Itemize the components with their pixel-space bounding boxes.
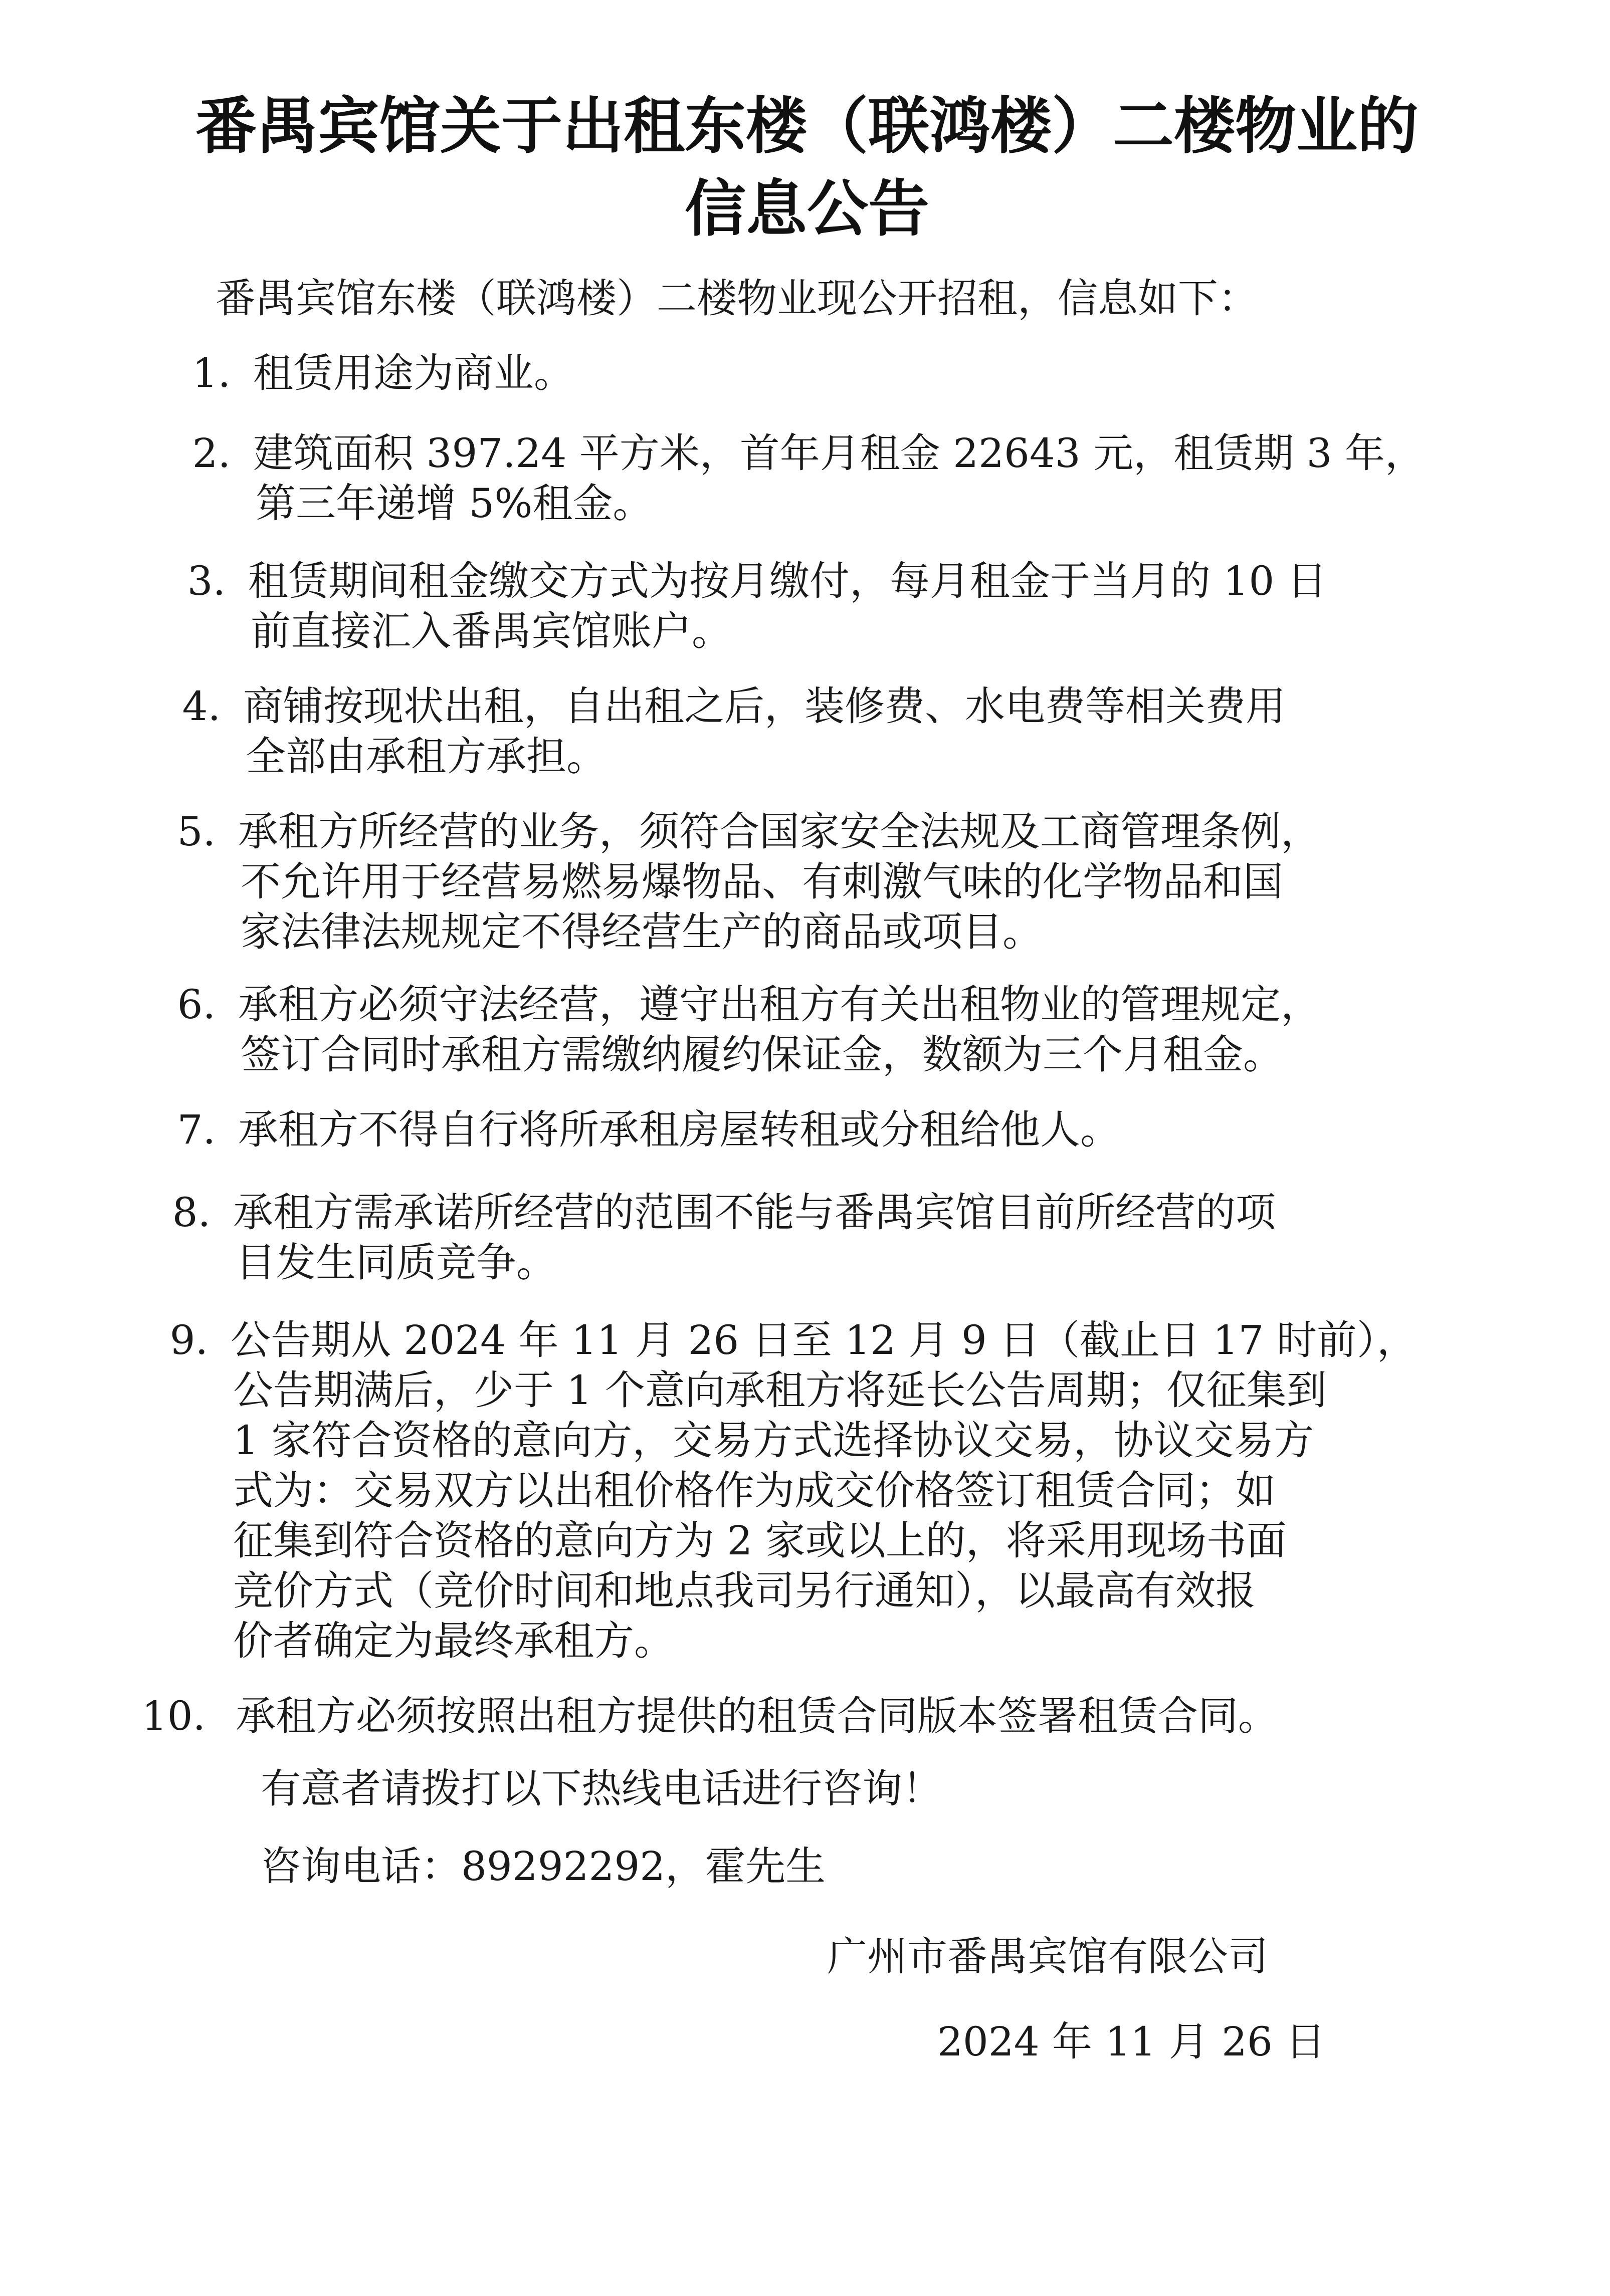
item-number: 9. <box>169 1317 208 1363</box>
item-text-line: 第三年递增 5%租金。 <box>256 480 653 527</box>
item-text-line: 竞价方式（竞价时间和地点我司另行通知），以最高有效报 <box>233 1567 1256 1614</box>
item-text-line: 租赁期间租金缴交方式为按月缴付，每月租金于当月的 10 日 <box>248 558 1327 604</box>
item-number: 2. <box>192 430 231 477</box>
item-number: 10. <box>141 1693 206 1739</box>
item-text-line: 建筑面积 397.24 平方米，首年月租金 22643 元，租赁期 3 年， <box>253 430 1425 477</box>
item-text-line: 全部由承租方承担。 <box>246 733 607 780</box>
item-text-line: 承租方不得自行将所承租房屋转租或分租给他人。 <box>238 1106 1120 1153</box>
item-text-line: 目发生同质竞争。 <box>236 1239 556 1286</box>
item-number: 8. <box>172 1189 211 1236</box>
issuer-company: 广州市番禺宾馆有限公司 <box>827 1933 1268 1980</box>
intro-paragraph: 番禺宾馆东楼（联鸿楼）二楼物业现公开招租，信息如下： <box>216 275 1258 322</box>
contact-phone: 咨询电话：89292292，霍先生 <box>261 1843 826 1890</box>
item-text-line: 租赁用途为商业。 <box>253 350 574 396</box>
item-text-line: 公告期从 2024 年 11 月 26 日至 12 月 9 日（截止日 17 时前）， <box>231 1317 1417 1363</box>
item-text-line: 签订合同时承租方需缴纳履约保证金，数额为三个月租金。 <box>241 1031 1283 1078</box>
notice-title <box>130 85 1484 251</box>
item-text-line: 承租方所经营的业务，须符合国家安全法规及工商管理条例， <box>238 808 1321 855</box>
item-number: 1. <box>192 350 231 396</box>
title-line-1: 番禺宾馆关于出租东楼（联鸿楼）二楼物业的 <box>195 91 1419 162</box>
item-text-line: 征集到符合资格的意向方为 2 家或以上的，将采用现场书面 <box>233 1517 1287 1564</box>
item-text-line: 不允许用于经营易燃易爆物品、有刺激气味的化学物品和国 <box>241 858 1283 905</box>
item-text-line: 承租方必须按照出租方提供的租赁合同版本签署租赁合同。 <box>236 1693 1278 1739</box>
item-number: 7. <box>177 1106 216 1153</box>
item-text-line: 家法律法规规定不得经营生产的商品或项目。 <box>241 908 1043 955</box>
item-text-line: 承租方需承诺所经营的范围不能与番禺宾馆目前所经营的项 <box>233 1189 1276 1236</box>
item-text-line: 价者确定为最终承租方。 <box>233 1618 674 1664</box>
item-number: 6. <box>177 981 216 1028</box>
item-number: 4. <box>182 683 221 730</box>
contact-invite: 有意者请拨打以下热线电话进行咨询！ <box>261 1765 942 1812</box>
item-text-line: 公告期满后，少于 1 个意向承租方将延长公告周期；仅征集到 <box>233 1367 1327 1414</box>
issue-date: 2024 年 11 月 26 日 <box>937 2018 1326 2065</box>
item-number: 3. <box>187 558 226 604</box>
item-text-line: 商铺按现状出租，自出租之后，装修费、水电费等相关费用 <box>243 683 1286 730</box>
title-line-2: 信息公告 <box>685 173 929 245</box>
item-text-line: 前直接汇入番禺宾馆账户。 <box>251 608 732 654</box>
item-number: 5. <box>177 808 216 855</box>
item-text-line: 式为：交易双方以出租价格作为成交价格签订租赁合同；如 <box>233 1467 1276 1514</box>
item-text-line: 承租方必须守法经营，遵守出租方有关出租物业的管理规定， <box>238 981 1321 1028</box>
item-text-line: 1 家符合资格的意向方，交易方式选择协议交易，协议交易方 <box>233 1417 1314 1464</box>
